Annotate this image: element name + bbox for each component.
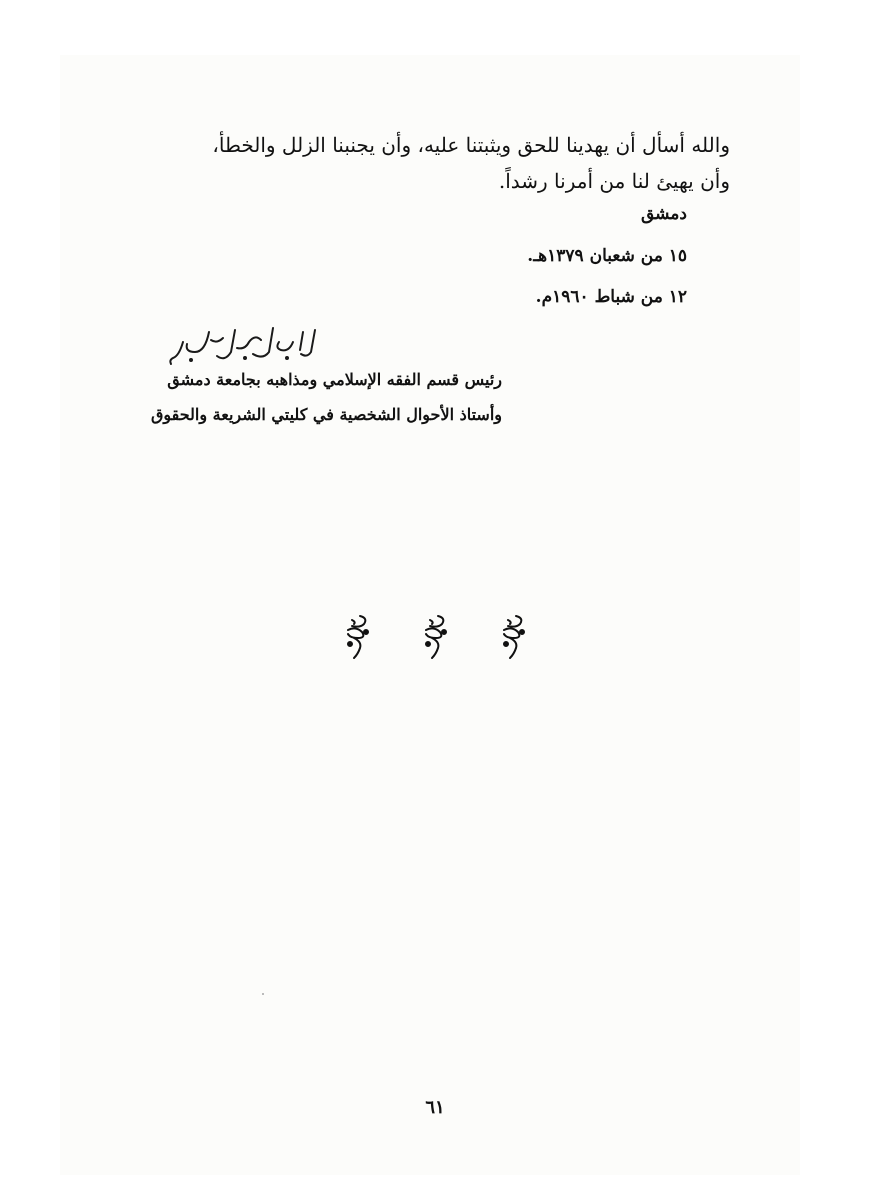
floral-ornament-icon xyxy=(418,612,452,660)
ornament-row xyxy=(0,612,870,672)
place-name: دمشق xyxy=(640,204,687,224)
scan-speck xyxy=(262,993,264,995)
author-title-line-1: رئيس قسم الفقه الإسلامي ومذاهبه بجامعة دمشق xyxy=(167,370,502,389)
handwritten-signature xyxy=(165,322,325,367)
floral-ornament-icon xyxy=(340,612,374,660)
date-gregorian: ١٢ من شباط ١٩٦٠م. xyxy=(535,287,687,307)
page-number: ٦١ xyxy=(425,1097,445,1118)
author-title-line-2: وأستاذ الأحوال الشخصية في كليتي الشريعة والحقوق xyxy=(150,405,502,424)
date-hijri: ١٥ من شعبان ١٣٧٩هـ. xyxy=(527,246,687,266)
body-line-1: والله أسأل أن يهدينا للحق ويثبتنا عليه، وأن يجنبنا الزلل والخطأ، xyxy=(212,133,730,157)
body-line-2: وأن يهيئ لنا من أمرنا رشداً. xyxy=(498,169,730,193)
floral-ornament-icon xyxy=(496,612,530,660)
